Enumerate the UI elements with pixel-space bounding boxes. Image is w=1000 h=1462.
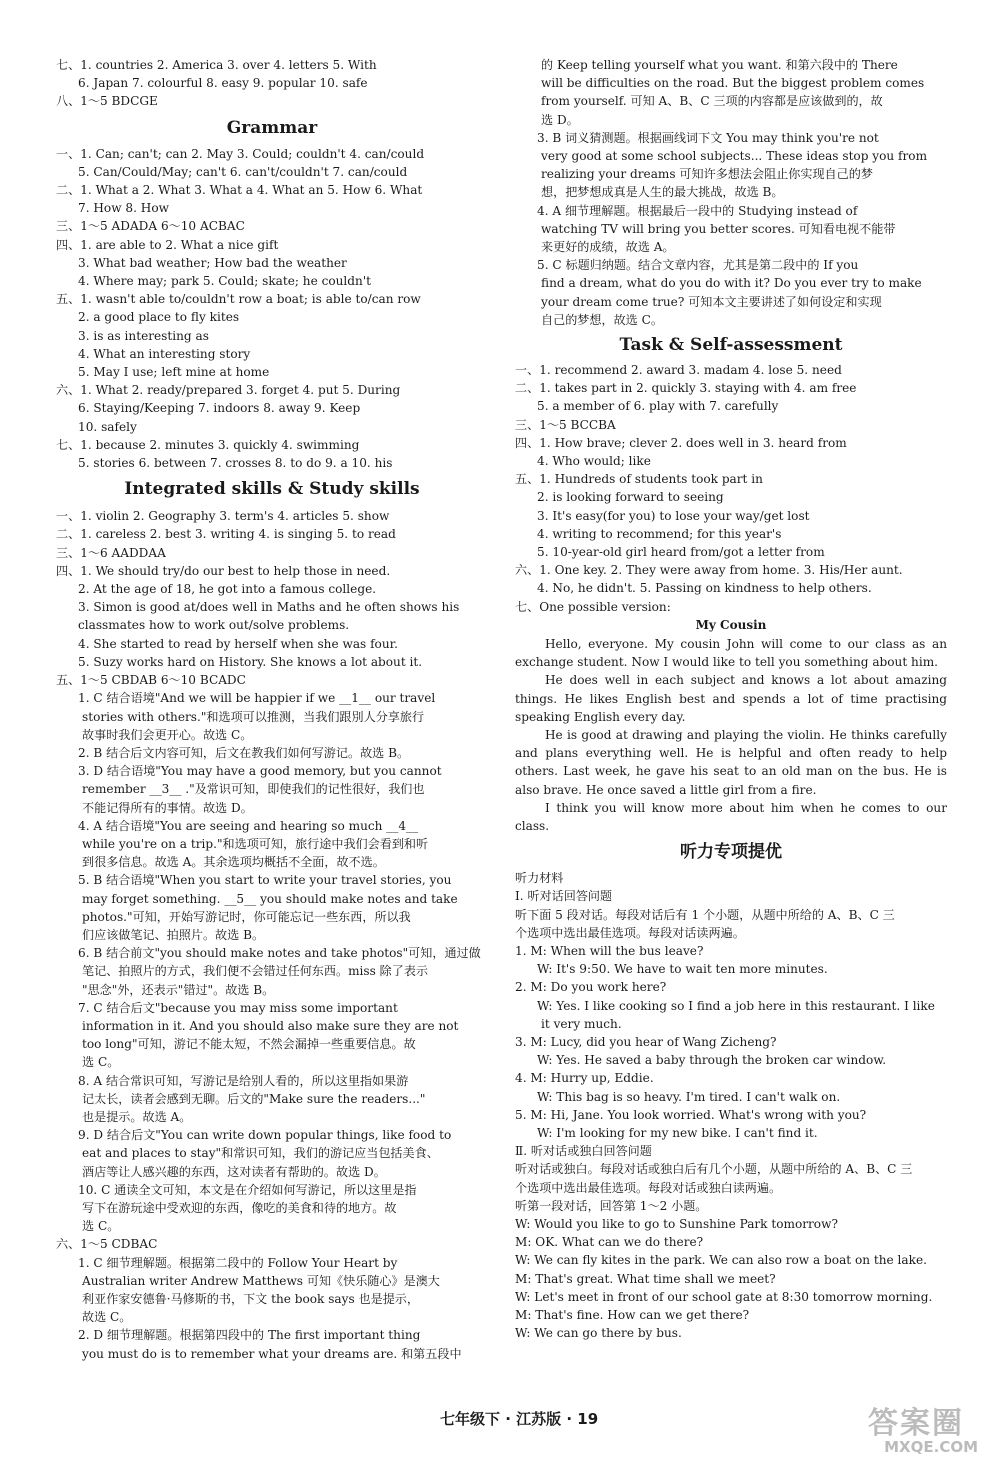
answer-line: 听第一段对话，回答第 1～2 小题。 (515, 1198, 708, 1213)
answer-line: 6. Japan 7. colourful 8. easy 9. popular 10. safe (78, 76, 368, 91)
answer-line: I think you will know more about him when he comes to our class. (515, 800, 947, 833)
left-column (56, 56, 488, 1363)
answer-line: M: OK. What can we do there? (515, 1235, 704, 1250)
section-heading: Integrated skills & Study skills (124, 479, 420, 500)
answer-line: 不能记得所有的事情。故选 D。 (82, 800, 253, 815)
answer-line: 听下面 5 段对话。每段对话后有 1 个小题，从题中所给的 A、B、C 三 (515, 907, 895, 922)
answer-line: 3. is as interesting as (78, 328, 209, 343)
answer-line: W: Would you like to go to Sunshine Park tomorrow? (515, 1216, 838, 1231)
answer-line: 四、1. We should try/do our best to help those in need. (56, 563, 391, 578)
answer-line: 二、1. takes part in 2. quickly 3. staying with 4. am free (515, 381, 857, 396)
answer-line: "思念"外，还表示"错过"。故选 B。 (82, 982, 275, 997)
answer-line: W: It's 9:50. We have to wait ten more minutes. (537, 962, 828, 977)
watermark-logo (868, 1398, 988, 1458)
answer-line: 选 C。 (82, 1055, 120, 1070)
answer-line: while you're on a trip."和选项可知，旅行途中我们会看到和听 (82, 836, 429, 851)
answer-line: 笔记、拍照片的方式，我们便不会错过任何东西。miss 除了表示 (82, 964, 429, 979)
answer-line: 四、1. How brave; clever 2. does well in 3. heard from (515, 435, 847, 450)
answer-line: He is good at drawing and playing the violin. He thinks carefully and plans everything well. He is helpful and often ready to help others. Last week, he gave his seat to an old man on the bus. He is also brave. He once saved a little girl from a fire. (515, 727, 947, 797)
answer-line: Ⅱ. 听对话或独白回答问题 (515, 1144, 652, 1159)
answer-line: 3. D 结合语境"You may have a good memory, but you cannot (78, 764, 442, 779)
answer-line: 1. C 结合语境"And we will be happier if we __1__ our travel (78, 691, 436, 706)
right-column (515, 56, 947, 1342)
answer-line: 4. M: Hurry up, Eddie. (515, 1071, 654, 1086)
answer-line: 2. At the age of 18, he got into a famous college. (78, 582, 377, 597)
answer-line: 七、1. countries 2. America 3. over 4. letters 5. With (56, 58, 377, 72)
answer-line: too long"可知，游记不能太短，不然会漏掉一些重要信息。故 (82, 1037, 416, 1052)
answer-line: He does well in each subject and knows a lot about amazing things. He likes English best and spends a lot of time practising speaking English every day. (515, 673, 947, 724)
answer-line: W: Let's meet in front of our school gate at 8:30 tomorrow morning. (515, 1289, 933, 1304)
answer-line: 故事时我们会更开心。故选 C。 (82, 727, 253, 742)
answer-line: 四、1. are able to 2. What a nice gift (56, 237, 279, 252)
answer-line: find a dream, what do you do with it? Do you ever try to make (541, 276, 922, 291)
answer-line: 3. It's easy(for you) to lose your way/get lost (537, 508, 810, 523)
answer-line: 五、1. wasn't able to/couldn't row a boat; is able to/can row (56, 292, 421, 307)
answer-line: 4. writing to recommend; for this year's (537, 526, 782, 541)
answer-line: 三、1～5 BCCBA (515, 417, 616, 432)
answer-line: eat and places to stay"和常识可知，我们的游记应当包括美食、 (82, 1146, 439, 1161)
answer-line: 4. No, he didn't. 5. Passing on kindness to help others. (537, 581, 872, 596)
answer-line: 一、1. recommend 2. award 3. madam 4. lose 5. need (515, 363, 842, 378)
answer-line: 6. B 结合前文"you should make notes and take photos"可知，通过做 (78, 946, 481, 961)
answer-line: 5. M: Hi, Jane. You look worried. What's wrong with you? (515, 1107, 867, 1122)
answer-line: 故选 C。 (82, 1310, 132, 1325)
answer-line: 7. C 结合后文"because you may miss some important (78, 1000, 398, 1015)
answer-line: W: This bag is so heavy. I'm tired. I can't walk on. (537, 1089, 841, 1104)
answer-line: 6. Staying/Keeping 7. indoors 8. away 9. Keep (78, 401, 361, 416)
answer-line: 五、1. Hundreds of students took part in (515, 472, 763, 487)
answer-line: 们应该做笔记、拍照片。故选 B。 (82, 927, 265, 942)
answer-line: 8. A 结合常识可知，写游记是给别人看的，所以这里指如果游 (78, 1073, 409, 1088)
answer-line: 4. A 结合语境"You are seeing and hearing so much __4__ (78, 818, 419, 833)
answer-line: 一、1. Can; can't; can 2. May 3. Could; couldn't 4. can/could (56, 146, 425, 161)
answer-line: 9. D 结合后文"You can write down popular things, like food to (78, 1128, 452, 1143)
answer-line: 5. Suzy works hard on History. She knows a lot about it. (78, 654, 423, 669)
answer-line: 想，把梦想成真是人生的最大挑战，故选 B。 (541, 185, 784, 200)
answer-line: 4. She started to read by herself when she was four. (78, 636, 398, 651)
answer-line: 六、1～5 CDBAC (56, 1237, 158, 1252)
answer-line: 10. safely (78, 419, 137, 434)
answer-line: 选 C。 (82, 1219, 120, 1234)
answer-line: 4. What an interesting story (78, 346, 251, 361)
answer-line: 记太长，读者会感到无聊。后文的"Make sure the readers..." (82, 1091, 426, 1106)
answer-line: 七、1. because 2. minutes 3. quickly 4. swimming (56, 437, 360, 452)
answer-line: 7. How 8. How (78, 201, 169, 216)
answer-line: stories with others."和选项可以推测，当我们跟別人分享旅行 (82, 709, 425, 724)
answer-line: W: I'm looking for my new bike. I can't find it. (537, 1125, 818, 1140)
answer-line: M: That's great. What time shall we meet? (515, 1271, 776, 1286)
answer-line: 1. C 细节理解题。根据第二段中的 Follow Your Heart by (78, 1255, 398, 1270)
answer-line: 5. 10-year-old girl heard from/got a letter from (537, 545, 825, 560)
answer-line: realizing your dreams 可知许多想法会阻止你实现自己的梦 (541, 167, 873, 182)
answer-line: 一、1. violin 2. Geography 3. term's 4. articles 5. show (56, 509, 390, 524)
answer-line: 3. M: Lucy, did you hear of Wang Zicheng? (515, 1034, 777, 1049)
answer-line: remember __3__ ."及常识可知，即使我们的记性很好，我们也 (82, 782, 425, 797)
answer-line: 5. C 标题归纳题。结合文章内容，尤其是第二段中的 If you (537, 258, 859, 273)
answer-line: W: We can fly kites in the park. We can also row a boat on the lake. (515, 1253, 927, 1268)
answer-line: watching TV will bring you better scores. 可知看电视不能带 (541, 221, 896, 236)
section-heading: Grammar (226, 117, 318, 138)
answer-line: M: That's fine. How can we get there? (515, 1308, 750, 1322)
answer-line: 5. stories 6. between 7. crosses 8. to do 9. a 10. his (78, 456, 393, 471)
answer-line: 个选项中选出最佳选项。每段对话或独白读两遍。 (515, 1180, 782, 1195)
answer-line: 的 Keep telling yourself what you want. 和第六段中的 There (541, 58, 898, 72)
answer-line: W: We can go there by bus. (515, 1326, 682, 1341)
answer-line: 选 D。 (541, 112, 579, 127)
answer-line: information in it. And you should also make sure they are not (82, 1018, 459, 1033)
answer-line: W: Yes. I like cooking so I find a job here in this restaurant. I like (537, 998, 935, 1013)
answer-line: 3. B 词义猜测题。根据画线词下文 You may think you're not (537, 130, 879, 145)
answer-line: 三、1～5 ADADA 6～10 ACBAC (56, 219, 245, 234)
answer-line: 自己的梦想，故选 C。 (541, 312, 663, 327)
answer-line: 2. a good place to fly kites (78, 310, 240, 325)
answer-line: Ⅰ. 听对话回答问题 (515, 889, 613, 904)
watermark-url: MXQE.COM (884, 1438, 978, 1456)
answer-line: 七、One possible version: (515, 599, 671, 614)
answer-line: 六、1. What 2. ready/prepared 3. forget 4. put 5. During (56, 383, 401, 398)
answer-line: 10. C 通读全文可知，本文是在介绍如何写游记，所以这里是指 (78, 1182, 417, 1197)
answer-line: your dream come true? 可知本文主要讲述了如何设定和实现 (541, 294, 882, 309)
answer-line: 听力材料 (515, 871, 564, 886)
answer-line: 利亚作家安德鲁·马修斯的书，下文 the book says 也是提示， (82, 1292, 419, 1306)
answer-line: 1. M: When will the bus leave? (515, 943, 704, 958)
answer-line: 听对话或独白。每段对话或独白后有几个小题，从题中所给的 A、B、C 三 (515, 1162, 913, 1177)
answer-line: 3. Simon is good at/does well in Maths and he often shows his (78, 600, 460, 615)
answer-line: photos."可知，开始写游记时，你可能忘记一些东西，所以我 (82, 909, 411, 924)
answer-line: may forget something. __5__ you should make notes and take (82, 891, 458, 906)
answer-line: 六、1. One key. 2. They were away from home. 3. His/Her aunt. (515, 563, 903, 578)
answer-line: 二、1. careless 2. best 3. writing 4. is singing 5. to read (56, 527, 396, 542)
answer-line: 酒店等让人感兴趣的东西，这对读者有帮助的。故选 D。 (82, 1164, 386, 1179)
answer-line: 二、1. What a 2. What 3. What a 4. What an 5. How 6. What (56, 183, 423, 198)
answer-line: 4. A 细节理解题。根据最后一段中的 Studying instead of (537, 203, 858, 218)
answer-line: 5. a member of 6. play with 7. carefully (537, 399, 779, 414)
answer-line: 4. Where may; park 5. Could; skate; he couldn't (78, 274, 372, 289)
section-heading: My Cousin (695, 617, 767, 632)
answer-line: 到很多信息。故选 A。其余选项均概括不全面，故不选。 (82, 855, 385, 870)
answer-line: 三、1～6 AADDAA (56, 545, 166, 560)
answer-line: W: Yes. He saved a baby through the broken car window. (537, 1053, 887, 1068)
section-heading: Task & Self-assessment (619, 335, 843, 356)
answer-line: 5. B 结合语境"When you start to write your travel stories, you (78, 873, 452, 888)
answer-line: 也是提示。故选 A。 (82, 1109, 192, 1124)
answer-line: 5. May I use; left mine at home (78, 365, 270, 380)
answer-line: very good at some school subjects... These ideas stop you from (541, 149, 928, 164)
answer-line: 2. D 细节理解题。根据第四段中的 The first important thing (78, 1328, 421, 1343)
answer-line: 3. What bad weather; How bad the weather (78, 255, 347, 270)
answer-line: you must do is to remember what your dreams are. 和第五段中 (82, 1346, 462, 1361)
watermark-text: 答案圈 (868, 1406, 964, 1441)
page-footer: 七年级下 · 江苏版 · 19 (440, 1410, 599, 1428)
section-heading: 听力专项提优 (680, 842, 782, 863)
answer-line: 2. M: Do you work here? (515, 980, 667, 995)
answer-line: 4. Who would; like (537, 454, 651, 469)
answer-line: Hello, everyone. My cousin John will come to our class as an exchange student. Now I would like to tell you something about him. (515, 636, 947, 670)
answer-line: classmates how to work out/solve problems. (78, 618, 350, 633)
answer-line: 5. Can/Could/May; can't 6. can't/couldn't 7. can/could (78, 164, 408, 179)
answer-line: 八、1～5 BDCGE (56, 94, 158, 109)
answer-line: 五、1～5 CBDAB 6～10 BCADC (56, 673, 246, 688)
answer-line: from yourself. 可知 A、B、C 三项的内容都是应该做到的，故 (541, 94, 883, 109)
answer-line: Australian writer Andrew Matthews 可知《快乐随心》是澳大 (82, 1273, 440, 1288)
answer-line: 2. is looking forward to seeing (537, 490, 724, 505)
answer-line: 个选项中选出最佳选项。每段对话读两遍。 (515, 925, 745, 940)
answer-line: will be difficulties on the road. But the biggest problem comes (541, 76, 925, 91)
answer-line: 写下在游玩途中受欢迎的东西，像吃的美食和待的地方。故 (82, 1200, 397, 1215)
answer-line: 2. B 结合后文内容可知，后文在教我们如何写游记。故选 B。 (78, 745, 410, 760)
answer-line: it very much. (541, 1016, 622, 1031)
answer-line: 来更好的成绩，故选 A。 (541, 240, 675, 255)
